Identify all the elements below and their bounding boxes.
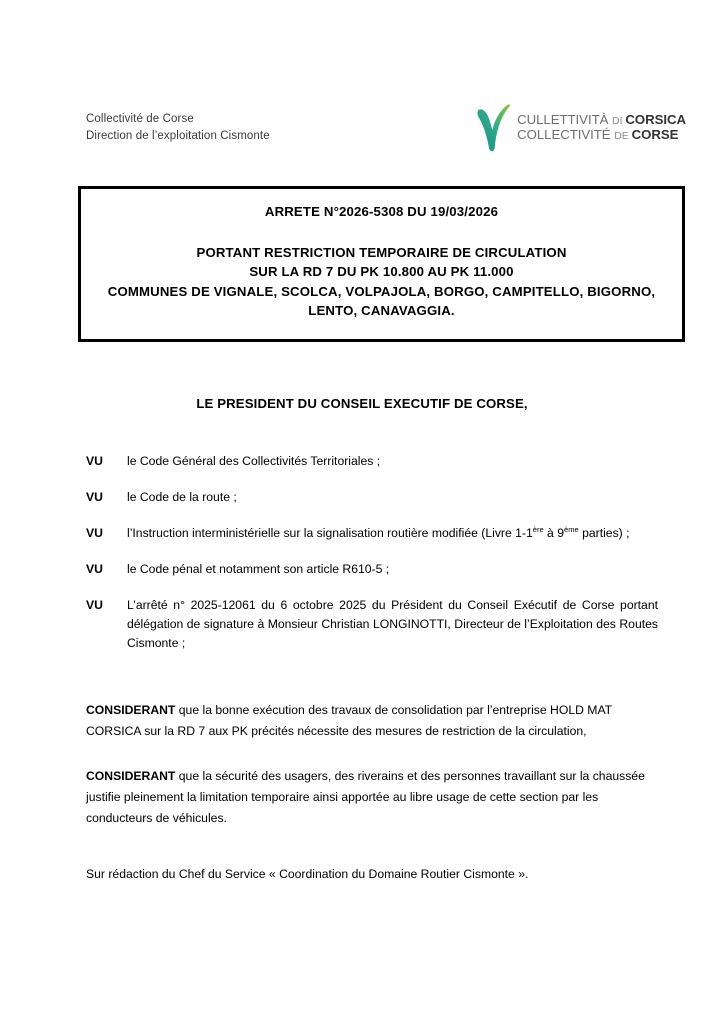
vu-text	[127, 524, 658, 543]
considerant-paragraph	[86, 700, 658, 742]
vu-text-part-1: l’Instruction interministérielle sur la signalisation routière modifiée (Livre 1-1	[127, 526, 533, 540]
logo-line-corsican	[517, 113, 686, 128]
subject-line-3: COMMUNES DE VIGNALE, SCOLCA, VOLPAJOLA, BORGO, CAMPITELLO, BIGORNO,	[107, 283, 656, 299]
vu-clause	[86, 488, 658, 507]
vu-label: VU	[86, 526, 103, 540]
logo-line2-strong: CORSE	[631, 127, 679, 142]
vu-text: le Code Général des Collectivités Territoriales ;	[127, 454, 381, 468]
logo-line2-prefix: COLLECTIVITÉ	[517, 127, 615, 142]
vu-text: L’arrêté n° 2025-12061 du 6 octobre 2025 du Président du Conseil Exécutif de Corse portant délégation de signature à Monsieur Christian LONGINOTTI, Directeur de l’Exploitation des Routes Cismonte ;	[127, 598, 658, 650]
logo-line-french	[517, 128, 686, 143]
vu-clause-list	[86, 452, 658, 670]
vu-text-part-2: à 9	[543, 526, 565, 540]
subject-line-4: LENTO, CANAVAGGIA.	[308, 303, 455, 319]
org-department: Direction de l’exploitation Cismonte	[86, 130, 270, 142]
vu-superscript-ere: ère	[532, 524, 544, 534]
considerant-text: que la sécurité des usagers, des riverains et des personnes travaillant sur la chaussée justifie pleinement la limitation temporaire ainsi apportée au libre usage de cette section par les conducteurs de véhicules.	[86, 769, 645, 825]
arrete-title-box	[78, 186, 685, 342]
logo-wordmark	[517, 113, 686, 143]
considerant-keyword: CONSIDERANT	[86, 703, 176, 717]
logo-line2-connector: DE	[614, 130, 632, 142]
check-mark-icon	[476, 104, 512, 152]
considerant-keyword: CONSIDERANT	[86, 769, 176, 783]
subject-line-1: PORTANT RESTRICTION TEMPORAIRE DE CIRCULATION	[196, 244, 567, 260]
vu-clause	[86, 452, 658, 471]
vu-label: VU	[86, 454, 103, 468]
logo-line1-prefix: CULLETTIVITÀ	[517, 112, 613, 128]
arrete-number-line: ARRETE N°2026-5308 DU 19/03/2026	[264, 204, 499, 219]
vu-superscript-eme: ème	[564, 524, 579, 534]
logo-line1-strong: CORSICA	[625, 112, 686, 128]
logo-line1-connector: DI	[612, 115, 626, 128]
considerant-paragraph	[86, 766, 658, 829]
vu-text-part-3: parties) ;	[578, 526, 630, 540]
title-spacer	[87, 221, 676, 243]
document-header	[86, 108, 686, 152]
vu-label: VU	[86, 562, 103, 576]
issuing-authority	[86, 108, 270, 145]
considerant-list	[86, 700, 658, 853]
president-heading: LE PRESIDENT DU CONSEIL EXECUTIF DE CORSE,	[196, 396, 528, 411]
org-name: Collectivité de Corse	[86, 113, 194, 125]
vu-label: VU	[86, 598, 103, 612]
collectivite-de-corse-logo	[476, 104, 686, 152]
vu-clause	[86, 596, 658, 653]
vu-label: VU	[86, 490, 103, 504]
subject-line-2: SUR LA RD 7 DU PK 10.800 AU PK 11.000	[249, 264, 514, 280]
arrete-subject	[87, 243, 676, 321]
vu-text: le Code pénal et notamment son article R610-5 ;	[127, 562, 390, 576]
vu-clause	[86, 560, 658, 579]
considerant-text: que la bonne exécution des travaux de consolidation par l’entreprise HOLD MAT CORSICA sur la RD 7 aux PK précités nécessite des mesures de restriction de la circulation,	[86, 703, 612, 738]
closing-line: Sur rédaction du Chef du Service « Coordination du Domaine Routier Cismonte ».	[86, 867, 529, 881]
vu-clause	[86, 524, 658, 543]
vu-text: le Code de la route ;	[127, 490, 237, 504]
